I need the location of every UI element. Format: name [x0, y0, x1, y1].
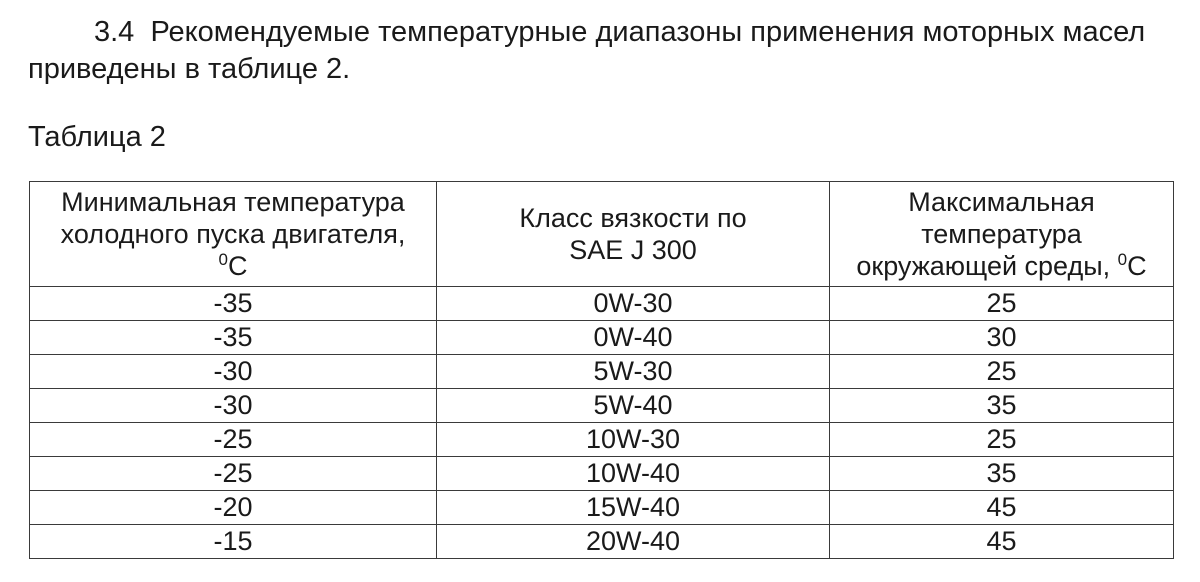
table-row: [30, 355, 1174, 389]
table-row: [30, 491, 1174, 525]
cell-min-temp: -35: [30, 287, 437, 321]
cell-max-temp: 45: [830, 525, 1174, 559]
section-text: Рекомендуемые температурные диапазоны применения моторных масел приведены в таблице 2.: [28, 16, 1146, 85]
cell-max-temp: 25: [830, 423, 1174, 457]
header-max-ambient-temp: Максимальная температура окружающей среды, $^0$C: [830, 182, 1174, 287]
cell-viscosity: 10W-30: [437, 423, 830, 457]
cell-viscosity: 5W-40: [437, 389, 830, 423]
cell-viscosity: 10W-40: [437, 457, 830, 491]
cell-viscosity: 20W-40: [437, 525, 830, 559]
section-number: 3.4: [94, 16, 135, 48]
cell-min-temp: -20: [30, 491, 437, 525]
cell-min-temp: -15: [30, 525, 437, 559]
cell-min-temp: -25: [30, 457, 437, 491]
table-row: [30, 321, 1174, 355]
oil-temperature-table: [29, 181, 1174, 559]
table-caption: Таблица 2: [28, 121, 166, 153]
cell-max-temp: 35: [830, 457, 1174, 491]
cell-min-temp: -30: [30, 389, 437, 423]
section-paragraph: [28, 14, 1178, 88]
table-row: [30, 287, 1174, 321]
cell-min-temp: -35: [30, 321, 437, 355]
cell-min-temp: -25: [30, 423, 437, 457]
table-header-row: [30, 182, 1174, 287]
cell-viscosity: 0W-40: [437, 321, 830, 355]
cell-max-temp: 30: [830, 321, 1174, 355]
cell-min-temp: -30: [30, 355, 437, 389]
cell-viscosity: 5W-30: [437, 355, 830, 389]
cell-max-temp: 35: [830, 389, 1174, 423]
table-row: [30, 457, 1174, 491]
header-viscosity-class: Класс вязкости по SAE J 300: [437, 182, 830, 287]
table-row: [30, 389, 1174, 423]
cell-max-temp: 45: [830, 491, 1174, 525]
header-min-start-temp: Минимальная температура холодного пуска двигателя, $^0$C: [30, 182, 437, 287]
cell-viscosity: 0W-30: [437, 287, 830, 321]
table-row: [30, 525, 1174, 559]
cell-viscosity: 15W-40: [437, 491, 830, 525]
cell-max-temp: 25: [830, 287, 1174, 321]
table-row: [30, 423, 1174, 457]
cell-max-temp: 25: [830, 355, 1174, 389]
